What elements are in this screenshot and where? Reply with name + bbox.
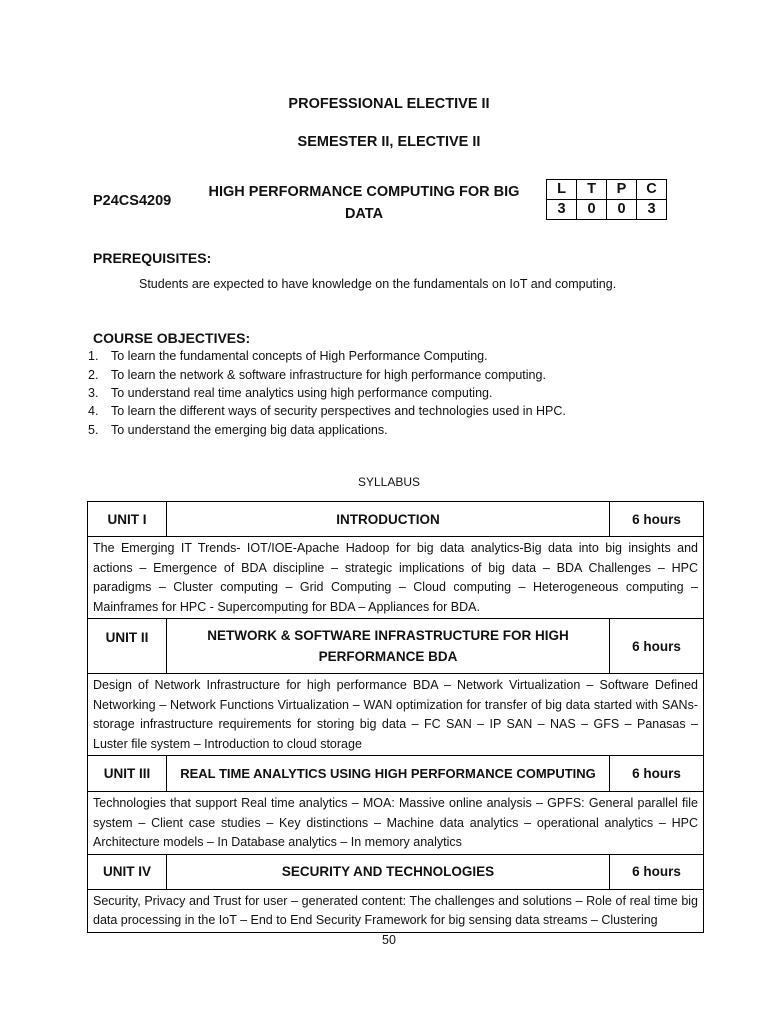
unit-label: UNIT III <box>88 756 167 792</box>
unit-content: The Emerging IT Trends- IOT/IOE-Apache Hadoop for big data analytics-Big data into big insights and actions – Emergence of BDA discipline – strategic implications of big data – BDA Challenges – HPC paradigms – Cluster computing – Grid Computing – Cloud computing – Heterogeneous computing – Mainframes for HPC - Supercomputing for BDA – Appliances for BDA. <box>88 537 704 619</box>
ltpc-value-t: 0 <box>577 200 607 220</box>
unit-content: Design of Network Infrastructure for high performance BDA – Network Virtualization – Software Defined Networking – Network Functions Virtualization – WAN optimization for transfer of big data started with SANs- storage infrastructure requirements for storing big data – FC SAN – IP SAN – NAS – GFS – Panasas – Luster file system – Introduction to cloud storage <box>88 674 704 756</box>
course-name-line1: HIGH PERFORMANCE COMPUTING FOR BIG <box>208 184 520 200</box>
ltpc-header-t: T <box>577 180 607 200</box>
ltpc-header-l: L <box>547 180 577 200</box>
unit-title: INTRODUCTION <box>167 502 610 537</box>
objective-item <box>88 386 492 400</box>
objective-text: To learn the network & software infrastructure for high performance computing. <box>111 368 546 382</box>
unit-hours: 6 hours <box>610 619 704 674</box>
ltpc-value-c: 3 <box>637 200 667 220</box>
unit-content-row <box>88 674 704 756</box>
semester-title: SEMESTER II, ELECTIVE II <box>297 134 481 150</box>
objectives-heading: COURSE OBJECTIVES: <box>93 330 251 346</box>
ltpc-value-p: 0 <box>607 200 637 220</box>
objective-number: 1. <box>88 349 99 363</box>
objective-text: To learn the different ways of security perspectives and technologies used in HPC. <box>111 404 566 418</box>
unit-header-row <box>88 619 704 674</box>
unit-content: Technologies that support Real time analytics – MOA: Massive online analysis – GPFS: General parallel file system – Client case studies – Key distinctions – Machine data analytics – operational analytics – HPC Architecture models – In Database analytics – In memory analytics <box>88 792 704 855</box>
objective-text: To understand the emerging big data applications. <box>111 423 388 437</box>
objective-item <box>88 423 388 437</box>
course-name-line2: DATA <box>344 206 384 222</box>
prerequisites-text: Students are expected to have knowledge on the fundamentals on IoT and computing. <box>139 277 617 291</box>
ltpc-table <box>546 179 667 220</box>
objective-text: To understand real time analytics using high performance computing. <box>111 386 493 400</box>
prerequisites-heading: PREREQUISITES: <box>93 250 212 266</box>
unit-hours: 6 hours <box>610 502 704 537</box>
objective-number: 3. <box>88 386 99 400</box>
unit-label: UNIT I <box>88 502 167 537</box>
unit-content: Security, Privacy and Trust for user – generated content: The challenges and solutions – Role of real time big data processing in the IoT – End to End Security Framework for big sensing data streams – Clustering <box>88 889 704 932</box>
unit-hours: 6 hours <box>610 854 704 889</box>
document-title: PROFESSIONAL ELECTIVE II <box>288 96 490 112</box>
syllabus-table <box>87 501 704 933</box>
unit-content-row <box>88 889 704 932</box>
unit-label: UNIT II <box>88 619 167 674</box>
ltpc-header-c: C <box>637 180 667 200</box>
objective-number: 2. <box>88 368 99 382</box>
unit-content-row <box>88 792 704 855</box>
unit-header-row <box>88 854 704 889</box>
unit-hours: 6 hours <box>610 756 704 792</box>
unit-title: NETWORK & SOFTWARE INFRASTRUCTURE FOR HIGH PERFORMANCE BDA <box>167 619 610 674</box>
objective-text: To learn the fundamental concepts of High Performance Computing. <box>111 349 488 363</box>
objective-number: 4. <box>88 404 99 418</box>
course-code: P24CS4209 <box>93 193 172 209</box>
objective-item <box>88 368 546 382</box>
unit-content-row <box>88 537 704 619</box>
course-name <box>190 181 538 225</box>
unit-title: REAL TIME ANALYTICS USING HIGH PERFORMANCE COMPUTING <box>167 756 610 792</box>
page-number: 50 <box>382 933 396 947</box>
ltpc-header-p: P <box>607 180 637 200</box>
unit-label: UNIT IV <box>88 854 167 889</box>
unit-header-row <box>88 756 704 792</box>
objective-item <box>88 349 488 363</box>
ltpc-value-l: 3 <box>547 200 577 220</box>
unit-title: SECURITY AND TECHNOLOGIES <box>167 854 610 889</box>
unit-header-row <box>88 502 704 537</box>
syllabus-heading: SYLLABUS <box>357 475 421 489</box>
objective-number: 5. <box>88 423 99 437</box>
objective-item <box>88 404 566 418</box>
